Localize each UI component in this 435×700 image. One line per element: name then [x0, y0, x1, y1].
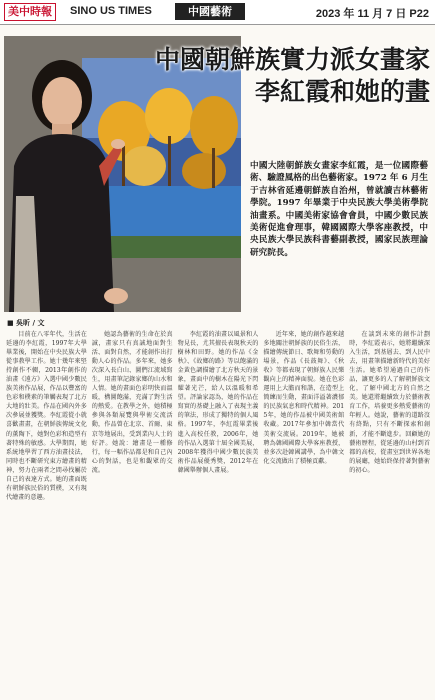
body-column	[178, 330, 259, 694]
body-paragraph: 目前在八零年代，生活在延邊的李紅霞，1997年大學畢業後，開始在中央民族大學從事教學工作。她十幾年來堅持創作不輟，2013年創作的油畫《遠方》入選中國少數民族美術作品展，作品以豐富的色彩和樸素的筆觸表現了北方大地的壯美。作品在國內外多次參展並獲獎。李紅霞從小就喜歡畫畫，在朝鮮族傳統文化的薰陶下，她對色彩和造型有著特殊的敏感。大學期間，她系統地學習了西方油畫技法，同時也不斷研究東方繪畫的精神，努力在兩者之間尋找屬於自己的表達方式。她的畫面既有朝鮮族民俗的質樸，又有現代繪畫的意趣。	[6, 331, 87, 501]
body-column	[263, 330, 344, 694]
headline-line-1: 中國朝鮮族實力派女畫家	[154, 45, 430, 74]
body-paragraph: 近年來，她的創作越來越多地關注朝鮮族的民俗生活，描繪傳統節日、歌舞和勞動的場景，作品《長鼓舞》、《秋收》等都表現了朝鮮族人民樂觀向上的精神面貌。她在色彩運用上大膽而和諧，在造型上簡練而生動，畫面洋溢著濃郁的民族氣息和時代精神。2015年，她的作品被中國美術館收藏。2017年參加中韓當代美術交流展。2019年，她被聘為韓國國際大學客座教授，並多次赴韓國講學，為中韓文化交流做出了積極貢獻。	[263, 331, 345, 465]
issue-date-page: 2023 年 11 月 7 日 P22	[315, 8, 429, 20]
article-body	[6, 330, 430, 694]
body-paragraph: 李紅霞的油畫以風景和人物見長，尤其擅長表現秋天的樹林和田野。她的作品《金秋》、《故鄉的路》等以飽滿的金黃色調描繪了北方秋天的景象，畫面中的樹木在陽光下閃耀著光芒，給人以溫暖和希望。評論家認為，她的作品在寫實的基礎上融入了表現主義的筆法，形成了獨特的個人風格。1997年，李紅霞畢業後進入高校任教，2006年，她的作品入選第十屆全國美展，2008年獲得中國少數民族美術作品展優秀獎，2012年在韓國舉辦個人畫展。	[177, 331, 259, 474]
body-paragraph: 在談到未來的創作計劃時，李紅霞表示，她將繼續深入生活，到基層去、到人民中去，用畫筆描繪新時代的美好生活。她希望通過自己的作品，讓更多的人了解朝鮮族文化，了解中國北方的自然之美。她還將繼續致力於藝術教育工作，培養更多熱愛藝術的年輕人。她說，藝術的道路沒有終點，只有不斷探索和創新，才能不斷進步。回顧她的藝術歷程，從延邊的山村到首都的高校，從畫室到世界各地的展廳，她始終保持著對藝術的初心。	[349, 331, 430, 474]
article-headline	[100, 44, 430, 108]
section-label: 中國藝術	[175, 3, 245, 20]
article-byline: ■ 吳昕 / 文	[7, 319, 45, 327]
masthead-logo: 美中時報	[4, 3, 56, 21]
body-column	[6, 330, 87, 694]
newspaper-header	[0, 0, 435, 25]
body-column	[92, 330, 173, 694]
body-paragraph: 她認為藝術的生命在於真誠，畫家只有真誠地面對生活、面對自然，才能創作出打動人心的作品。多年來，她多次深入長白山、圖們江流域寫生，用畫筆記錄家鄉的山水和人情。她的畫面色彩明快而溫暖，構圖飽滿，充滿了對生活的熱愛。在教學之外，她積極參與各類展覽與學術交流活動，作品曾在北京、首爾、東京等地展出，受到業內人士的好評。她說：繪畫是一種修行，每一幅作品都是和自己內心的對話，也是和觀眾的交流。	[91, 331, 173, 474]
headline-line-2: 李紅霞和她的畫	[254, 77, 430, 106]
body-column	[349, 330, 430, 694]
article-intro: 中國大陸朝鮮族女畫家李紅霞，是一位國際藝術、驗證風格的出色藝術家。1972 年 6 月生于吉林省延邊朝鮮族自治州，曾就讀吉林藝術學院。1997 年畢業于中央民族大學美術學院油畫系。中國美術家協會會員，中國少數民族美術促進會理事，韓國國際大學客座教授，中央民族大學民族科書藝副教授，國家民族理論研究院長。	[250, 161, 428, 258]
masthead-english-name: SINO US TIMES	[70, 5, 152, 17]
